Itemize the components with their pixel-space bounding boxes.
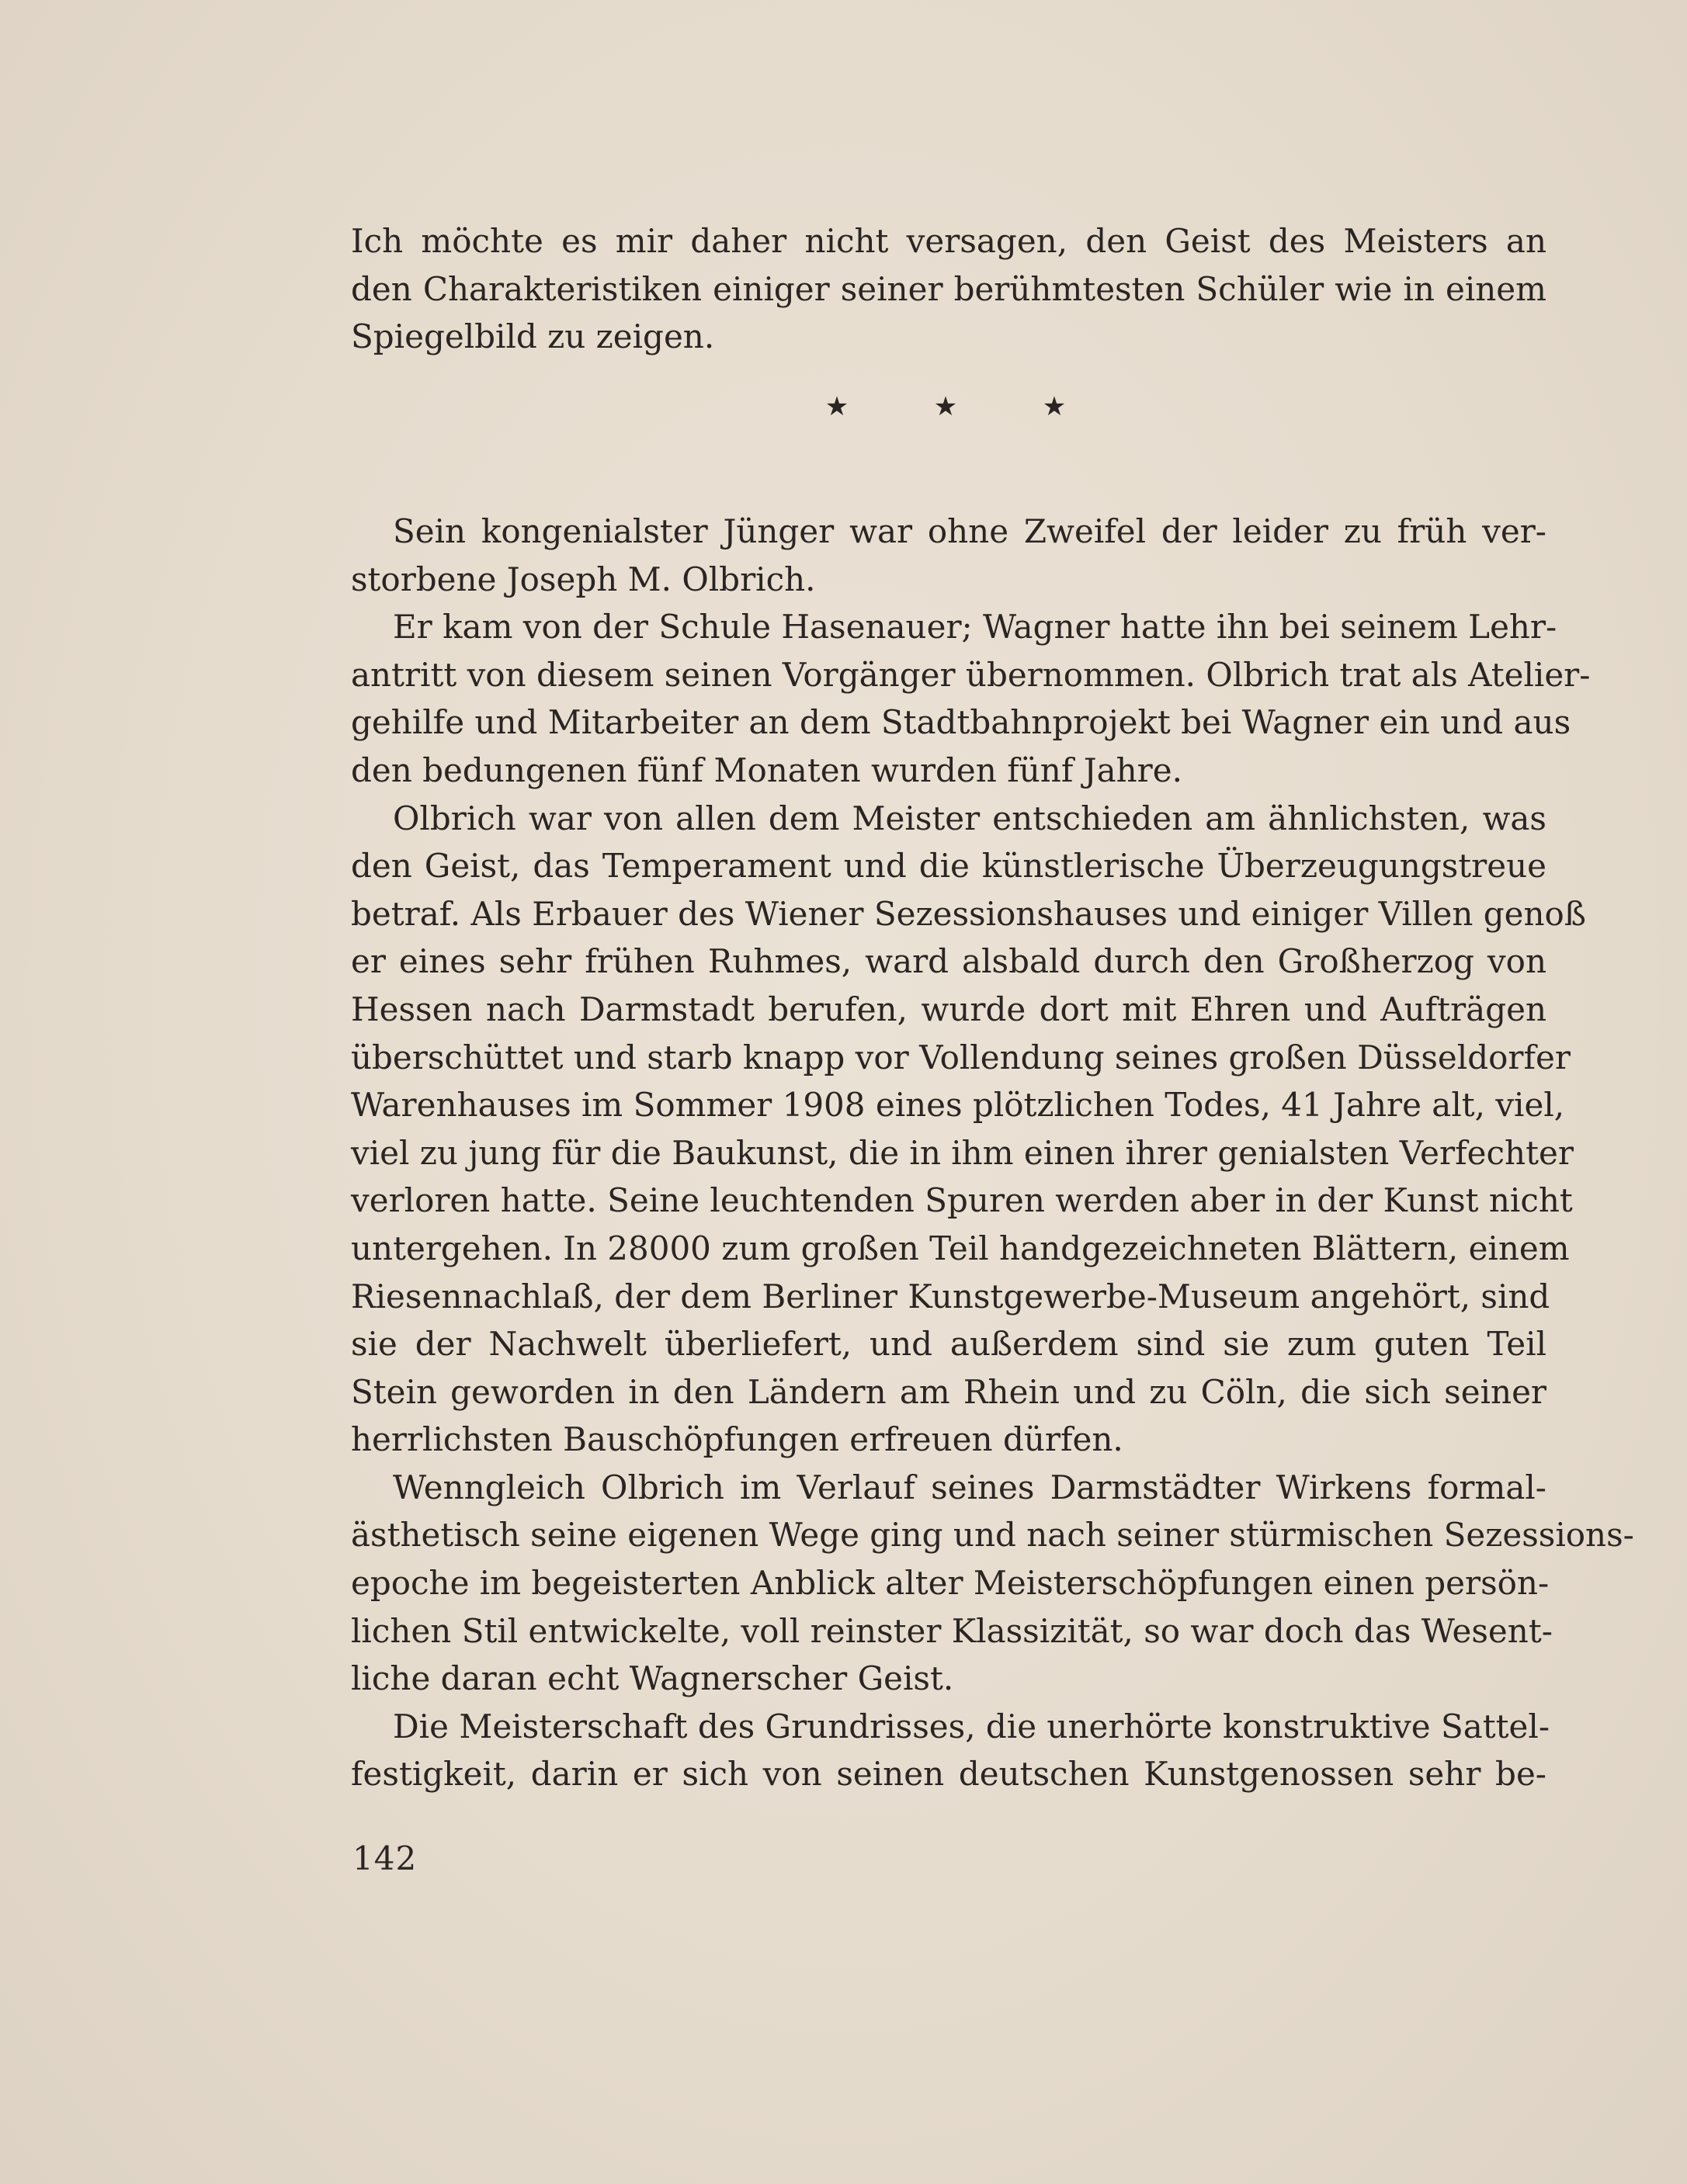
page-number: 142	[352, 1839, 418, 1877]
star-ornament: ★	[1042, 391, 1067, 422]
text-line: Riesennachlaß, der dem Berliner Kunstgewerbe-Museum angehört, sind	[351, 1277, 1550, 1316]
text-line: untergehen. In 28000 zum großen Teil handgezeichneten Blättern, einem	[351, 1229, 1570, 1267]
text-line: antritt von diesem seinen Vorgänger übernommen. Olbrich trat als Atelier-	[351, 655, 1591, 694]
text-line: Wenngleich Olbrich im Verlauf seines Darmstädter Wirkens formal-	[393, 1468, 1546, 1506]
text-line: Olbrich war von allen dem Meister entschieden am ähnlichsten, was	[393, 799, 1546, 837]
text-line: storbene Joseph M. Olbrich.	[351, 560, 816, 598]
text-line: betraf. Als Erbauer des Wiener Sezessionshauses und einiger Villen genoß	[351, 894, 1586, 933]
text-line: Die Meisterschaft des Grundrisses, die unerhörte konstruktive Sattel-	[393, 1707, 1550, 1745]
text-line: ästhetisch seine eigenen Wege ging und nach seiner stürmischen Sezessions-	[351, 1516, 1634, 1555]
text-line: den Geist, das Temperament und die künstlerische Überzeugungstreue	[351, 847, 1546, 886]
text-line: Spiegelbild zu zeigen.	[351, 317, 715, 356]
text-line: lichen Stil entwickelte, voll reinster Klassizität, so war doch das Wesent-	[351, 1611, 1553, 1650]
text-line: epoche im begeisterten Anblick alter Meisterschöpfungen einen persön-	[351, 1564, 1550, 1603]
text-line: Ich möchte es mir daher nicht versagen, den Geist des Meisters an	[351, 222, 1546, 260]
text-line: viel zu jung für die Baukunst, die in ihm einen ihrer genialsten Verfechter	[351, 1133, 1574, 1172]
text-line: gehilfe und Mitarbeiter an dem Stadtbahnprojekt bei Wagner ein und aus	[351, 703, 1571, 742]
text-line: sie der Nachwelt überliefert, und außerdem sind sie zum guten Teil	[351, 1325, 1546, 1364]
text-line: überschüttet und starb knapp vor Vollendung seines großen Düsseldorfer	[351, 1038, 1571, 1076]
text-line: festigkeit, darin er sich von seinen deutschen Kunstgenossen sehr be-	[351, 1755, 1546, 1794]
text-line: Er kam von der Schule Hasenauer; Wagner hatte ihn bei seinem Lehr-	[393, 608, 1557, 647]
text-line: Warenhauses im Sommer 1908 eines plötzlichen Todes, 41 Jahre alt, viel,	[351, 1086, 1565, 1125]
body-text	[351, 508, 1634, 1798]
intro-paragraph	[351, 217, 1546, 361]
star-ornament: ★	[824, 391, 849, 422]
text-line: herrlichsten Bauschöpfungen erfreuen dürfen.	[351, 1420, 1123, 1459]
section-separator	[821, 385, 1070, 428]
text-line: er eines sehr frühen Ruhmes, ward alsbald durch den Großherzog von	[351, 942, 1546, 981]
text-line: den bedungenen fünf Monaten wurden fünf Jahre.	[351, 751, 1182, 789]
text-line: verloren hatte. Seine leuchtenden Spuren werden aber in der Kunst nicht	[351, 1181, 1573, 1220]
text-line: Sein kongenialster Jünger war ohne Zweifel der leider zu früh ver-	[393, 512, 1546, 550]
text-line: liche daran echt Wagnerscher Geist.	[351, 1659, 954, 1698]
text-line: Hessen nach Darmstadt berufen, wurde dort mit Ehren und Aufträgen	[351, 990, 1546, 1028]
star-ornament: ★	[933, 391, 958, 422]
text-line: den Charakteristiken einiger seiner berühmtesten Schüler wie in einem	[351, 269, 1546, 308]
text-line: Stein geworden in den Ländern am Rhein und zu Cöln, die sich seiner	[351, 1372, 1546, 1411]
